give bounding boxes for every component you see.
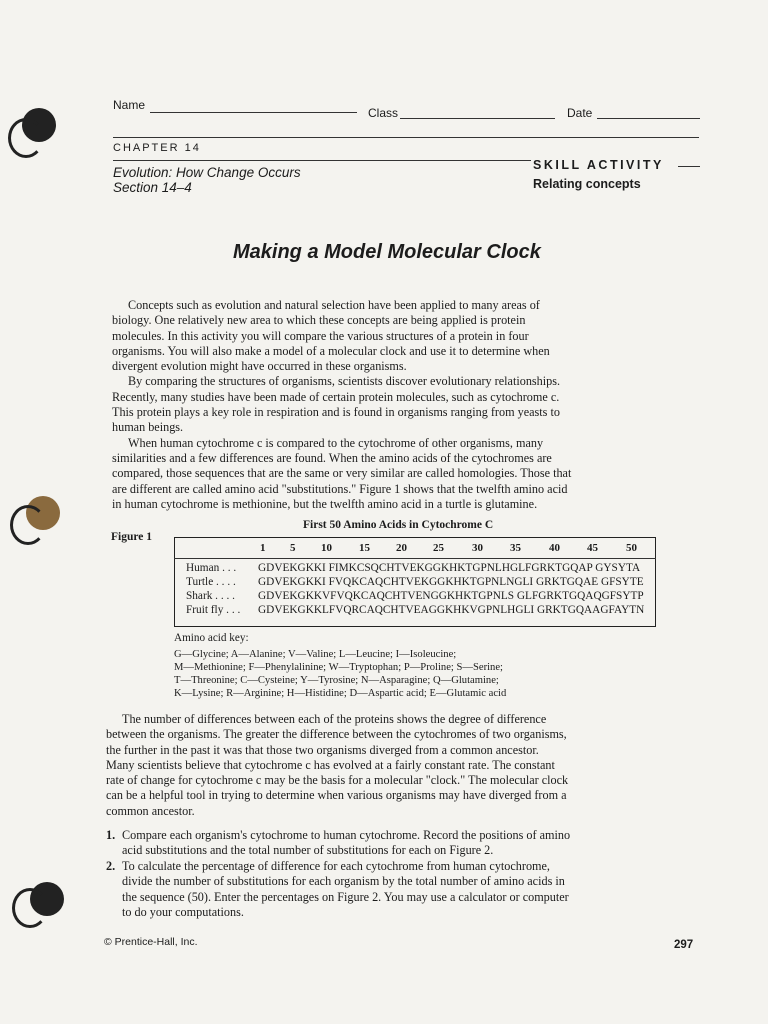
step-2 — [106, 859, 636, 920]
position-label: 45 — [587, 542, 598, 554]
section-title: Evolution: How Change Occurs — [113, 165, 301, 180]
header-rule-mid — [113, 160, 531, 161]
key-line: T—Threonine; C—Cysteine; Y—Tyrosine; N—Asparagine; Q—Glutamine; — [174, 675, 499, 686]
amino-sequence: GDVEKGKKLFVQRCAQCHTVEAGGKHKVGPNLHGLI GRKTGQAAGFAYTN — [258, 604, 645, 616]
skill-rule — [678, 166, 700, 167]
class-label: Class — [368, 106, 399, 120]
key-label: Amino acid key: — [174, 632, 249, 644]
intro-paragraphs — [112, 298, 620, 512]
organism-name: Turtle . . . . — [186, 576, 236, 588]
position-label: 40 — [549, 542, 560, 554]
step-line: the sequence (50). Enter the percentages on Figure 2. You may use a calculator or computer — [122, 889, 569, 904]
organism-name: Fruit fly . . . — [186, 604, 241, 616]
copyright: © Prentice-Hall, Inc. — [104, 936, 198, 948]
step-line: divide the number of substitutions for each organism by the total number of amino acids in — [122, 874, 565, 889]
figure-label: Figure 1 — [111, 531, 152, 543]
figure-header-rule — [174, 558, 656, 559]
chapter-label: CHAPTER 14 — [113, 142, 201, 154]
step-line: To calculate the percentage of difference for each cytochrome from human cytochrome, — [122, 859, 550, 873]
intro-line: molecules. In this activity you will compare the various structures of a protein in four — [112, 328, 529, 343]
key-line: K—Lysine; R—Arginine; H—Histidine; D—Aspartic acid; E—Glutamic acid — [174, 688, 507, 699]
organism-name: Human . . . — [186, 562, 237, 574]
position-label: 1 — [260, 542, 266, 554]
step-number: 1. — [106, 828, 116, 842]
amino-sequence: GDVEKGKKVFVQKCAQCHTVENGGKHKTGPNLS GLFGRKTGQAQGFSYTP — [258, 590, 644, 602]
body-line: Many scientists believe that cytochrome c has evolved at a fairly constant rate. The constant — [106, 757, 555, 772]
amino-sequence: GDVEKGKKI FVQKCAQCHTVEKGGKHKTGPNLNGLI GRKTGQAE GFSYTE — [258, 576, 644, 588]
body-line: between the organisms. The greater the difference between the cytochromes of two organisms, — [106, 727, 567, 742]
skill-type: Relating concepts — [533, 177, 641, 191]
position-label: 15 — [359, 542, 370, 554]
date-line[interactable] — [597, 118, 700, 119]
date-label: Date — [567, 106, 593, 120]
step-number: 2. — [106, 859, 116, 873]
position-label: 5 — [290, 542, 296, 554]
position-label: 20 — [396, 542, 407, 554]
body-paragraph — [106, 712, 632, 819]
binder-hole-middle-shadow — [10, 505, 46, 545]
amino-sequence: GDVEKGKKI FIMKCSQCHTVEKGGKHKTGPNLHGLFGRKTGQAP GYSYTA — [258, 562, 641, 574]
intro-line: are different are called amino acid "substitutions." Figure 1 shows that the twelfth amino acid — [112, 481, 568, 496]
name-line[interactable] — [150, 112, 357, 113]
intro-line: divergent evolution might have occurred in these organisms. — [112, 359, 407, 374]
body-line: rate of change for cytochrome c may be the basis for a molecular "clock." The molecular clock — [106, 773, 569, 788]
step-line: to do your computations. — [122, 904, 244, 919]
skill-activity-label: SKILL ACTIVITY — [533, 158, 664, 172]
position-label: 10 — [321, 542, 332, 554]
intro-line: organisms. You will also make a model of a molecular clock and use it to determine when — [112, 343, 550, 358]
sequence-row — [186, 576, 644, 590]
page-title: Making a Model Molecular Clock — [233, 241, 541, 263]
step-line: acid substitutions and the total number of substitutions for each on Figure 2. — [122, 843, 494, 858]
class-line[interactable] — [400, 118, 555, 119]
header-rule-top — [113, 137, 699, 138]
intro-line: This protein plays a key role in respiration and is found in organisms ranging from yeasts to — [112, 405, 560, 420]
key-line: M—Methionine; F—Phenylalinine; W—Tryptophan; P—Proline; S—Serine; — [174, 662, 503, 673]
sequence-row — [186, 604, 644, 618]
position-label: 25 — [433, 542, 444, 554]
sequence-row — [186, 562, 640, 576]
section-number: Section 14–4 — [113, 180, 192, 195]
sequence-row — [186, 590, 644, 604]
intro-line: similarities and a few differences are found. When the amino acids of the cytochromes are — [112, 450, 552, 465]
body-line: the further in the past it was that those two organisms diverged from a common ancestor. — [106, 742, 539, 757]
step-line: Compare each organism's cytochrome to human cytochrome. Record the positions of amino — [122, 828, 571, 842]
intro-line: When human cytochrome c is compared to the cytochrome of other organisms, many — [128, 435, 544, 450]
organism-name: Shark . . . . — [186, 590, 235, 602]
intro-line: in human cytochrome is methionine, but the twelfth amino acid in a turtle is glutamine. — [112, 496, 538, 511]
intro-line: biology. One relatively new area to which these concepts are being applied is protein — [112, 313, 526, 328]
body-line: common ancestor. — [106, 803, 195, 818]
name-label: Name — [113, 98, 146, 112]
position-label: 35 — [510, 542, 521, 554]
step-1 — [106, 828, 632, 859]
position-label: 50 — [626, 542, 637, 554]
intro-line: By comparing the structures of organisms, scientists discover evolutionary relationships. — [128, 374, 561, 389]
position-label: 30 — [472, 542, 483, 554]
page-number: 297 — [674, 939, 694, 951]
binder-hole-bottom-shadow — [12, 888, 48, 928]
figure-caption: First 50 Amino Acids in Cytochrome C — [303, 519, 494, 531]
intro-line: Recently, many studies have been made of certain protein molecules, such as cytochrome c. — [112, 389, 560, 404]
intro-line: Concepts such as evolution and natural selection have been applied to many areas of — [128, 298, 540, 312]
key-line: G—Glycine; A—Alanine; V—Valine; L—Leucine; I—Isoleucine; — [174, 649, 457, 660]
body-line: The number of differences between each of the proteins shows the degree of difference — [122, 712, 547, 726]
intro-line: human beings. — [112, 420, 184, 435]
binder-hole-top-shadow — [8, 118, 44, 158]
intro-line: compared, those sequences that are the same or very similar are called homologies. Those that — [112, 466, 572, 481]
body-line: can be a helpful tool in trying to determine when various organisms may have diverged from a — [106, 788, 567, 803]
